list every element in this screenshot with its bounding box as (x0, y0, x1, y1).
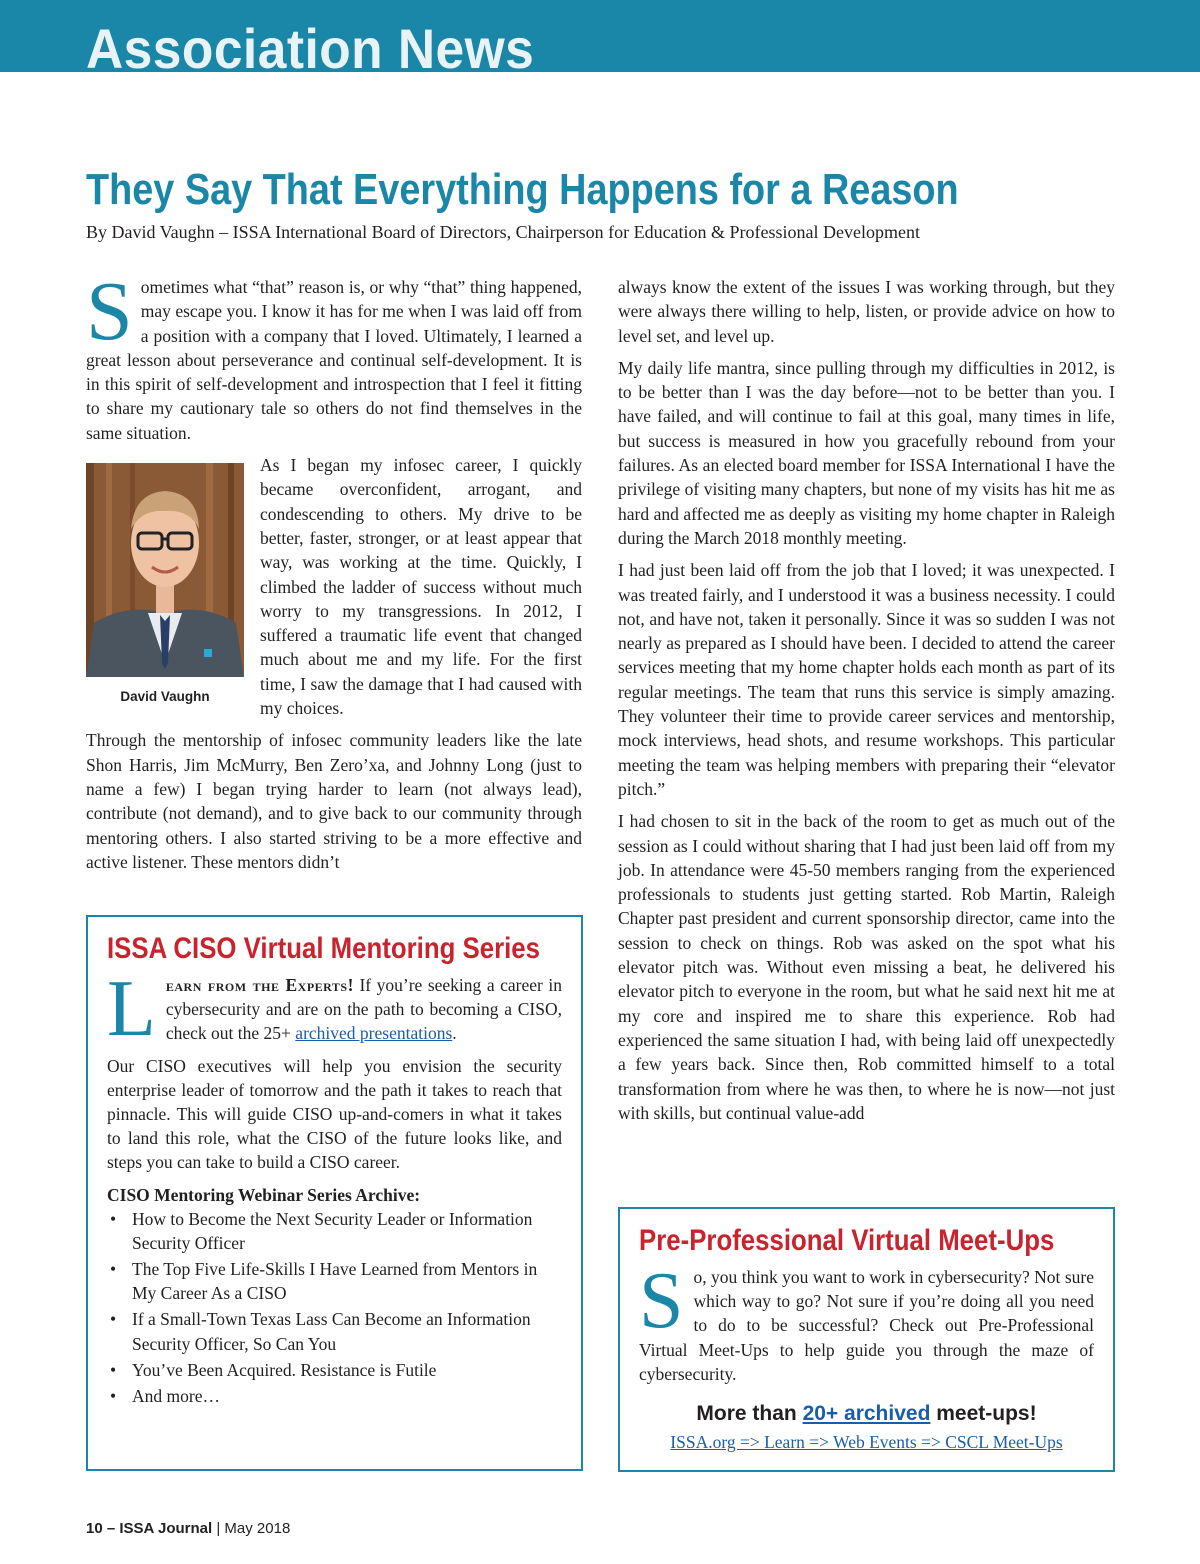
footer-date: May 2018 (224, 1520, 291, 1537)
intro-text: If you’re seeking a career in cybersecurity and are on the path to becoming a CISO, check out the 25+ (165, 975, 563, 1044)
author-photo-figure (86, 463, 244, 709)
footer-page-label: 10 – ISSA Journal (86, 1520, 213, 1537)
paragraph-text: ometimes what “that” reason is, or why “that” thing happened, may escape you. I know it has for me when I was laid off from a position with a company that I loved. Ultimately, I learned a great lesson about perseverance and continual self-development. It is in this spirit of self-development and introspection that I feel it fitting to share my cautionary tale so others do not find themselves in the same situation. (86, 277, 582, 443)
list-item (107, 1384, 562, 1408)
bullet-icon: • (110, 1309, 117, 1330)
sidebar-title: Pre-Professional Virtual Meet-Ups (639, 1224, 1055, 1257)
list-item (107, 1257, 562, 1305)
archive-heading: CISO Mentoring Webinar Series Archive: (107, 1184, 421, 1205)
list-item (107, 1207, 562, 1255)
article-paragraph (86, 265, 582, 445)
article-paragraph: I had just been laid off from the job that I loved; it was unexpected. I was treated fairly, and I understood it was a business necessity. I could not, and have not, taken it personally. Since it was so sudden I was not nearly as prepared as I should have been. I decided to attend the career services meeting that my home chapter holds each month as part of its regular meetings. The team that runs this service is simply amazing. They volunteer their time to provide career services and mentorship, mock interviews, head shots, and resume workshops. This particular meeting the team was helping members with preparing their “elevator pitch.” (618, 560, 1115, 799)
meetups-path (639, 1432, 1094, 1453)
page-footer (86, 1520, 290, 1537)
archived-meetups-link[interactable]: 20+ archived (802, 1402, 931, 1426)
article-column-right (618, 275, 1115, 1125)
intro-text: o, you think you want to work in cybersecurity? Not sure which way to go? Not sure if you’re doing all you need to do to be successful? Check out Pre-Professional Virtual Meet-Ups to help guide you through the maze of cybersecurity. (639, 1267, 1094, 1384)
article-paragraph: My daily life mantra, since pulling through my difficulties in 2012, is to be better than I was the day before—not to be better than you. I have failed, and will continue to fail at this goal, many times in life, but success is measured in how you gracefully rebound from your failures. As an elected board member for ISSA International I have the privilege of visiting many chapters, but none of my visits has hit me as hard and affected me as deeply as visiting my home chapter in Raleigh during the March 2018 monthly meeting. (618, 357, 1115, 548)
bullet-icon: • (110, 1359, 117, 1380)
sidebar-title: ISSA CISO Virtual Mentoring Series (107, 932, 540, 965)
list-item-text: The Top Five Life-Skills I Have Learned from Mentors in My Career As a CISO (132, 1259, 538, 1304)
author-photo (86, 463, 244, 677)
meetups-cta (639, 1402, 1094, 1426)
lead-in: earn from the Experts! (165, 975, 354, 995)
list-item-text: How to Become the Next Security Leader or Information Security Officer (132, 1208, 533, 1253)
drop-cap: S (86, 265, 133, 358)
article-headline: They Say That Everything Happens for a Reason (86, 165, 959, 214)
section-title: Association News (86, 17, 535, 72)
preprofessional-meetups-sidebar (618, 1207, 1115, 1472)
cta-text: meet-ups! (930, 1402, 1037, 1426)
paragraph-text: As I began my infosec career, I quickly became overconfident, arrogant, and condescending to others. My drive to be better, faster, stronger, or at least appear that way, was working at the time. Quickly, I climbed the ladder of success without much worry to my transgressions. In 2012, I suffered a traumatic life event that changed much about me and my life. For the first time, I saw the damage that I had caused with my choices. (260, 455, 582, 719)
bullet-icon: • (110, 1259, 117, 1280)
list-item-text: And more… (132, 1386, 220, 1407)
footer-separator: | (212, 1520, 225, 1537)
intro-end: . (452, 1023, 457, 1044)
section-banner (0, 0, 1200, 72)
bullet-icon: • (110, 1208, 117, 1229)
list-item-text: You’ve Been Acquired. Resistance is Futile (132, 1359, 437, 1380)
article-paragraph (86, 453, 582, 720)
archived-presentations-link[interactable]: archived presentations (295, 1023, 453, 1044)
article-column-left (86, 265, 582, 874)
article-paragraph: always know the extent of the issues I was working through, but they were always there willing to help, listen, or provide advice on how to level set, and level up. (618, 277, 1115, 346)
bullet-icon: • (110, 1386, 117, 1407)
sidebar-paragraph: Our CISO executives will help you envision the security enterprise leader of tomorrow and the path it takes to reach that pinnacle. This will guide CISO up-and-comers in what it takes to land this role, what the CISO of the future looks like, and steps you can take to build a CISO career. (107, 1055, 562, 1173)
sidebar-intro (107, 965, 563, 1053)
article-byline: By David Vaughn – ISSA International Board of Directors, Chairperson for Education & Professional Development (86, 222, 921, 242)
archive-list (107, 1207, 562, 1409)
meetups-path-link[interactable]: ISSA.org => Learn => Web Events => CSCL Meet-Ups (670, 1432, 1063, 1453)
list-item (107, 1358, 562, 1382)
list-item (107, 1307, 562, 1355)
drop-cap: S (639, 1257, 684, 1345)
cta-text: More than (696, 1402, 803, 1426)
ciso-mentoring-sidebar (86, 915, 583, 1471)
sidebar-intro (639, 1257, 1094, 1386)
photo-caption: David Vaughn (120, 689, 210, 705)
article-paragraph: I had chosen to sit in the back of the room to get as much out of the session as I could without sharing that I had just been laid off from my job. In attendance were 45-50 members ranging from the experienced professionals to students just getting started. Rob Martin, Raleigh Chapter past president and current sponsorship director, came into the session to check on things. Rob was asked on the spot what his elevator pitch was. Without even missing a beat, he delivered his elevator pitch to everyone in the room, but what he said next hit me at my core and inspired me to share this experience. Rob had experienced the same situation I had, with being laid off unexpectedly a few years back. Since then, Rob committed himself to a total transformation from where he was then, to where he is now—not just with skills, but continual value-add (618, 811, 1115, 1123)
list-item-text: If a Small-Town Texas Lass Can Become an Information Security Officer, So Can You (132, 1309, 531, 1354)
drop-cap: L (107, 965, 156, 1053)
article-paragraph: Through the mentorship of infosec community leaders like the late Shon Harris, Jim McMurry, Ben Zero’xa, and Johnny Long (just to name a few) I began trying harder to learn (not always lead), contribute (not demand), and to give back to our community through mentoring others. I also started striving to be a more effective and active listener. These mentors didn’t (86, 730, 582, 872)
